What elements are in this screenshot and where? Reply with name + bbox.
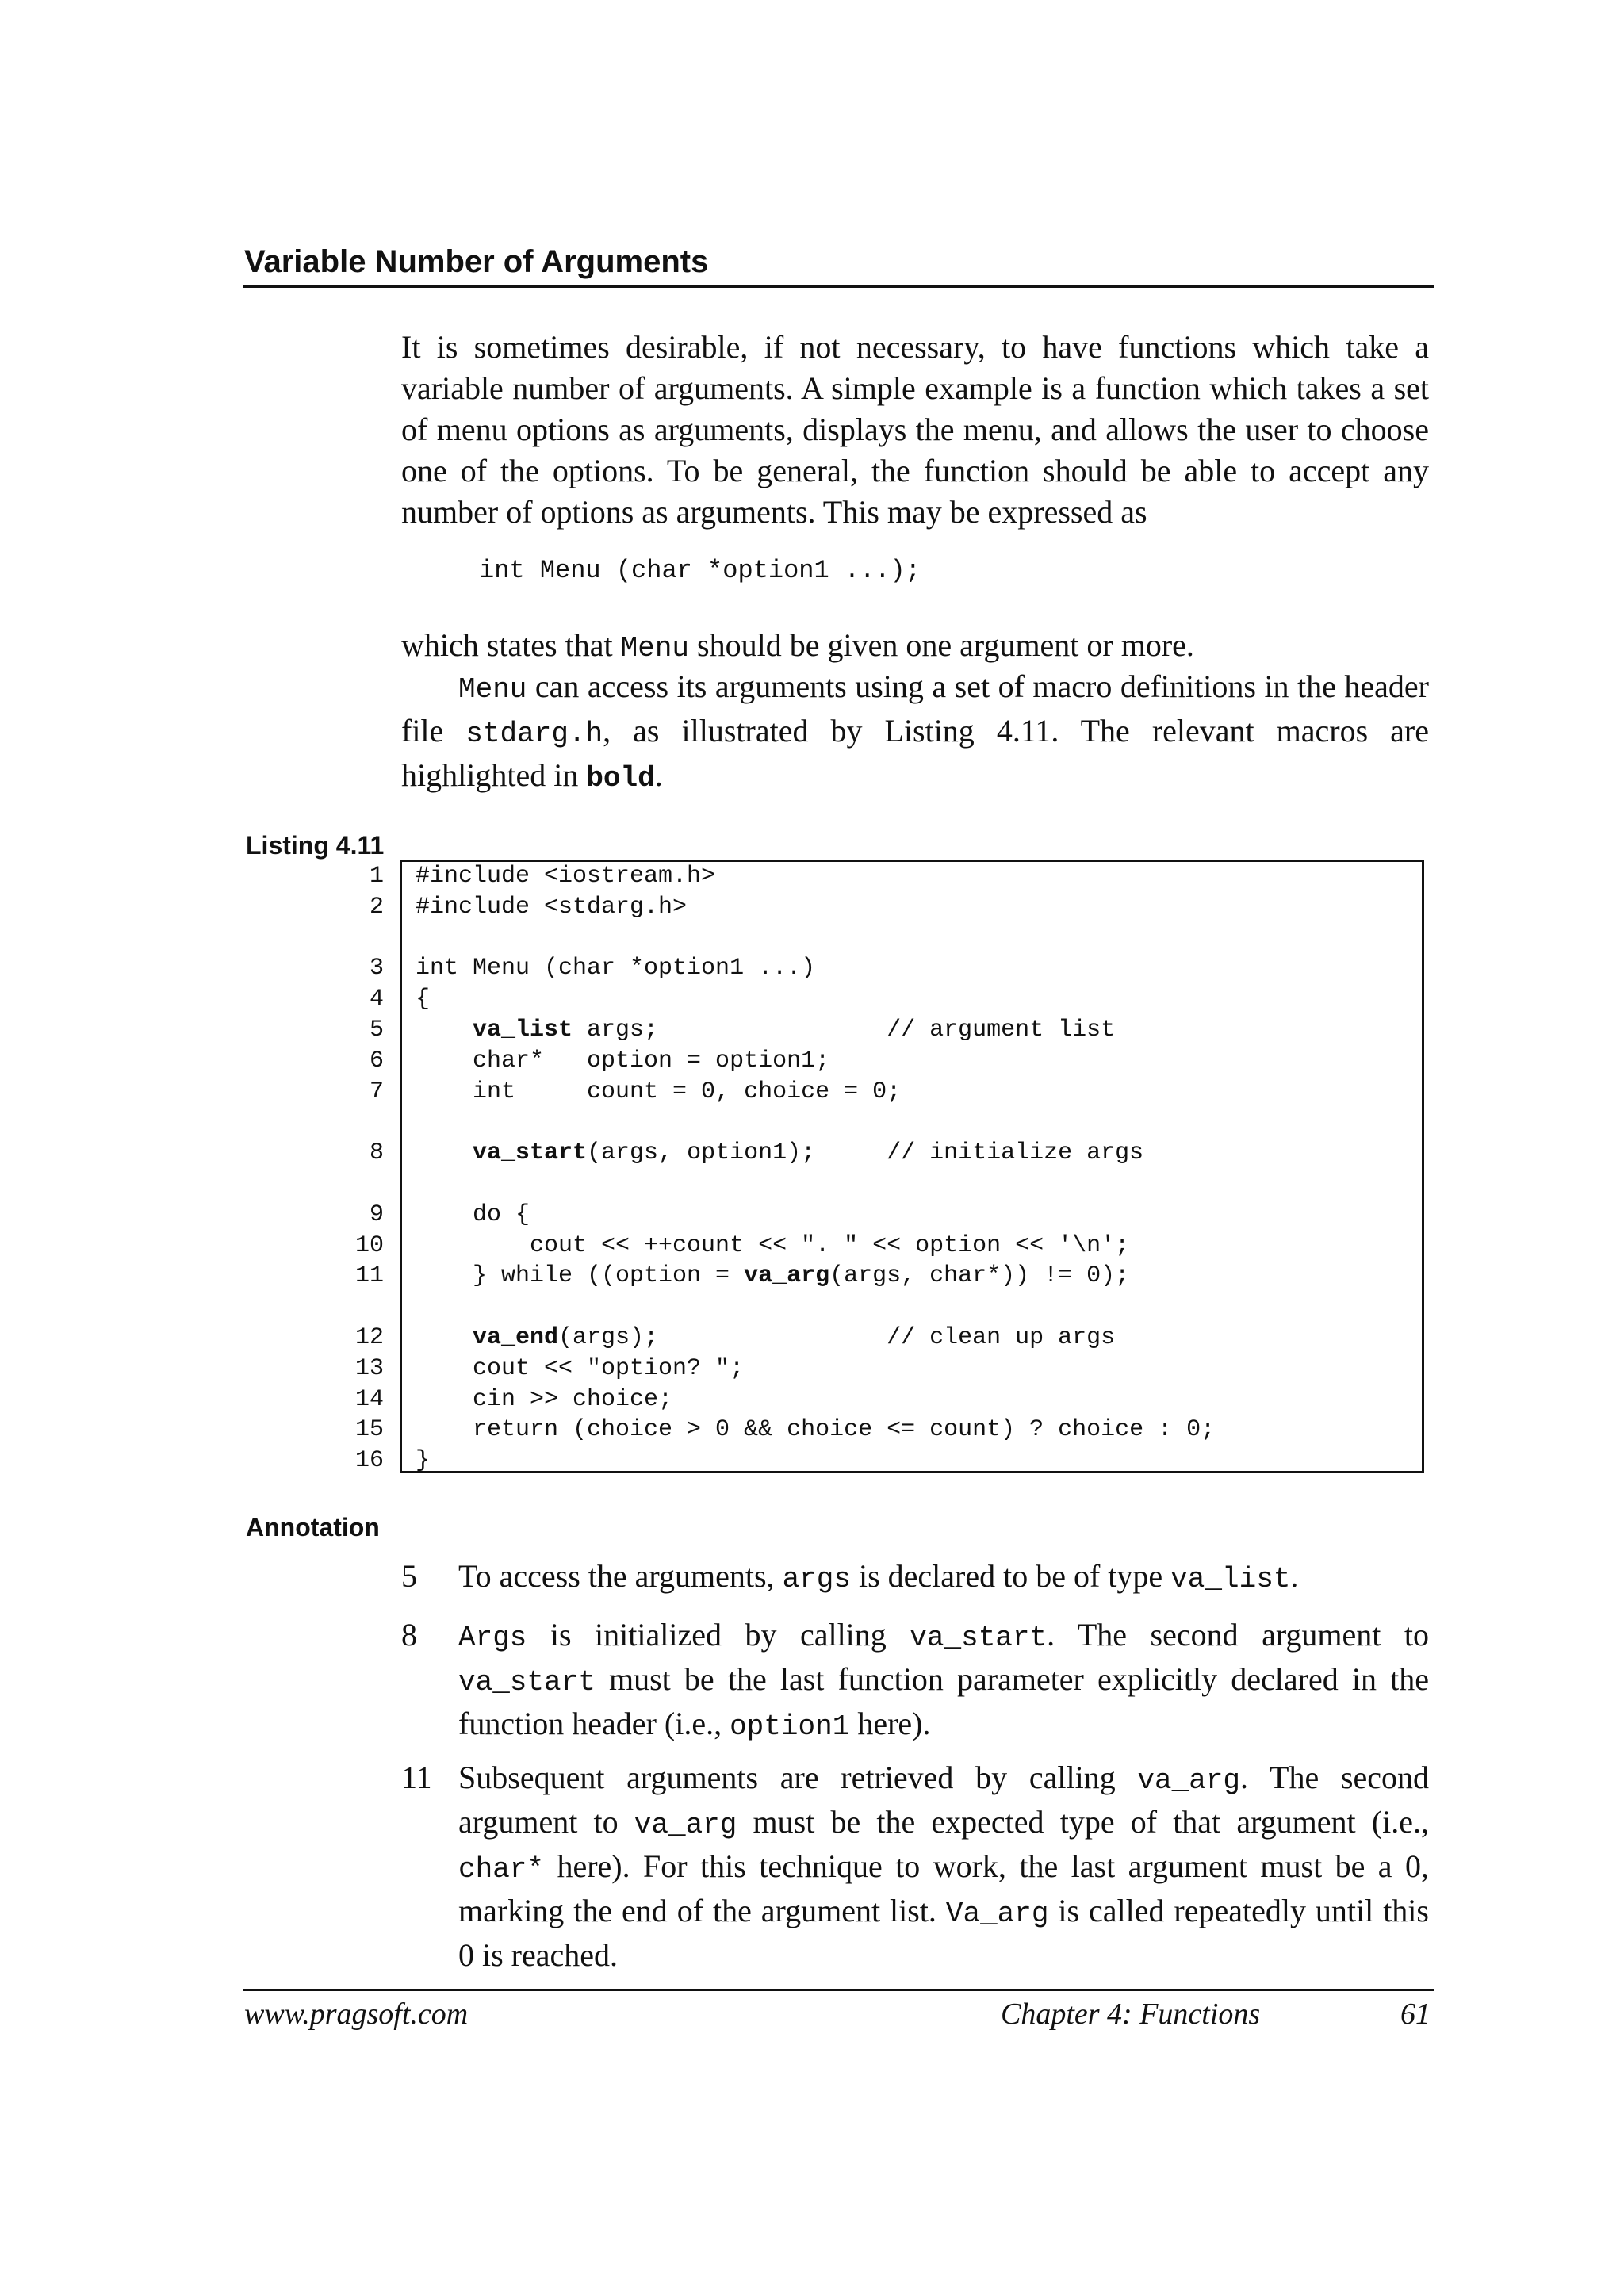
p2-text-before: which states that	[401, 627, 621, 663]
title-rule	[243, 285, 1434, 288]
code: char*	[458, 1853, 545, 1886]
listing-code-line: {	[416, 986, 431, 1013]
listing-line-number: 7	[369, 1078, 384, 1105]
code: va_arg	[1137, 1764, 1241, 1797]
code: va_start	[458, 1666, 596, 1698]
intro-paragraph-1: It is sometimes desirable, if not necessary, to have functions which take a variable number of arguments. A simple example is a function which takes a set of menu options as arguments, displays the menu, and allows the user to choose one of the options. To be general, the function should be able to accept any number of options as arguments. This may be expressed as	[401, 329, 1429, 530]
p3-end: .	[654, 757, 663, 793]
p3-code-stdarg: stdarg.h	[465, 718, 603, 750]
listing-line-number: 15	[354, 1416, 384, 1444]
listing-code-line: return (choice > 0 && choice <= count) ? choice : 0;	[416, 1416, 1216, 1444]
section-title: Variable Number of Arguments	[244, 244, 709, 279]
p3-text-2: , as illustrated by Listing 4.11. The relevant macros are highlighted in	[401, 713, 1429, 793]
listing-code-line: va_start(args, option1); // initialize args	[473, 1139, 1144, 1167]
footer-chapter: Chapter 4: Functions	[1001, 1997, 1261, 2031]
listing-code-line: } while ((option = va_arg(args, char*)) != 0);	[416, 1262, 1130, 1290]
text: . The second argument to	[1047, 1617, 1430, 1653]
code: args	[782, 1563, 851, 1595]
listing-code-line: char* option = option1;	[416, 1047, 830, 1074]
intro-paragraph-3	[401, 666, 1429, 799]
p2-code-menu: Menu	[620, 632, 690, 664]
menu-prototype-code: int Menu (char *option1 ...);	[479, 556, 921, 585]
p3-bold-word: bold	[586, 762, 655, 795]
text: here).	[849, 1706, 931, 1741]
listing-code-line: cout << "option? ";	[416, 1354, 745, 1382]
listing-code-line: int Menu (char *option1 ...)	[416, 955, 816, 982]
code: Va_arg	[945, 1898, 1049, 1930]
listing-code-line: cin >> choice;	[416, 1385, 673, 1413]
listing-code-line: #include <iostream.h>	[416, 863, 716, 890]
highlighted-macro: va_start	[473, 1139, 588, 1167]
footer-rule	[243, 1989, 1434, 1991]
annotation-text	[458, 1614, 1429, 1748]
listing-label: Listing 4.11	[246, 831, 385, 860]
code: Args	[458, 1622, 527, 1654]
listing-line-number	[301, 1169, 384, 1200]
listing-line-number: 9	[369, 1201, 384, 1228]
text: .	[1290, 1558, 1299, 1594]
listing-line-number	[301, 1107, 384, 1138]
listing-code-line: cout << ++count << ". " << option << '\n';	[416, 1231, 1130, 1259]
listing-line-number: 13	[354, 1354, 384, 1382]
listing-line-numbers	[301, 861, 384, 1476]
listing-line-number: 16	[354, 1447, 384, 1475]
listing-code-line: }	[416, 1447, 431, 1475]
code: option1	[730, 1710, 850, 1743]
annotation-label: Annotation	[246, 1513, 380, 1541]
annotation-number: 8	[401, 1617, 417, 1653]
footer-website: www.pragsoft.com	[244, 1997, 469, 2031]
p2-text-after: should be given one argument or more.	[689, 627, 1194, 663]
listing-line-number: 14	[354, 1385, 384, 1413]
listing-line-number: 2	[369, 893, 384, 921]
listing-code-line: va_list args; // argument list	[473, 1016, 1116, 1044]
listing-line-number: 3	[369, 955, 384, 982]
listing-line-number: 1	[369, 863, 384, 890]
text: To access the arguments,	[458, 1558, 783, 1594]
listing-line-number: 12	[354, 1323, 384, 1351]
p3-code-menu: Menu	[458, 673, 527, 706]
listing-line-number: 11	[354, 1262, 384, 1290]
annotation-text	[458, 1757, 1429, 1976]
p3-text-1: can access its arguments using a set of macro definitions in the header file	[401, 668, 1429, 749]
text: . The second argument to	[458, 1760, 1429, 1840]
code: va_list	[1170, 1563, 1291, 1595]
annotation-number: 11	[401, 1760, 432, 1795]
listing-line-number: 8	[369, 1139, 384, 1167]
highlighted-macro: va_arg	[744, 1262, 830, 1290]
text: here). For this technique to work, the last argument must be a 0, marking the end of the argument list.	[458, 1848, 1429, 1928]
listing-line-number: 10	[354, 1231, 384, 1259]
listing-line-number: 4	[369, 986, 384, 1013]
highlighted-macro: va_list	[473, 1016, 573, 1044]
code: va_start	[910, 1622, 1048, 1654]
listing-line-number: 6	[369, 1047, 384, 1074]
listing-code-line	[416, 1169, 1215, 1200]
listing-line-number: 5	[369, 1016, 384, 1044]
code: va_arg	[634, 1809, 737, 1841]
listing-line-number	[301, 923, 384, 954]
annotation-number: 5	[401, 1558, 417, 1594]
listing-code-line: int count = 0, choice = 0;	[416, 1078, 902, 1105]
listing-code-line: do {	[416, 1201, 530, 1228]
intro-paragraph-2	[401, 625, 1429, 669]
text: must be the expected type of that argument (i.e.,	[737, 1804, 1430, 1840]
listing-code-line: #include <stdarg.h>	[416, 893, 688, 921]
listing-code-line	[416, 1107, 1215, 1138]
text: must be the last function parameter explicitly declared in the function header (i.e.,	[458, 1661, 1429, 1741]
listing-code	[416, 861, 1215, 1476]
text: Subsequent arguments are retrieved by calling	[458, 1760, 1138, 1795]
highlighted-macro: va_end	[473, 1323, 559, 1351]
listing-line-number	[301, 1292, 384, 1323]
footer-page-number: 61	[1400, 1997, 1431, 2031]
annotation-text	[458, 1556, 1429, 1600]
text: is called repeatedly until this 0 is reached.	[458, 1893, 1429, 1973]
listing-code-line: va_end(args); // clean up args	[473, 1323, 1116, 1351]
listing-code-line	[416, 923, 1215, 954]
listing-code-line	[416, 1292, 1215, 1323]
text: is initialized by calling	[527, 1617, 910, 1653]
text: is declared to be of type	[850, 1558, 1171, 1594]
